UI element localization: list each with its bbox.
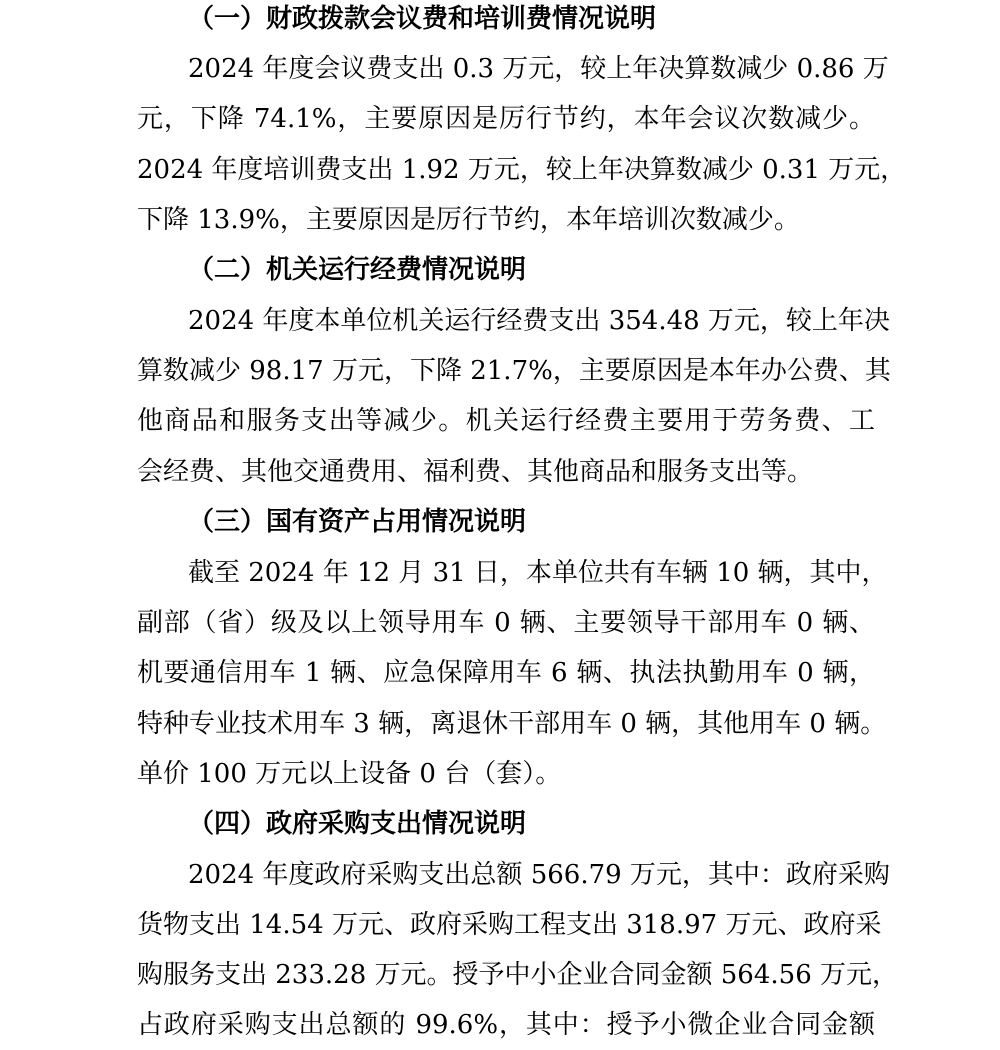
section-heading-1: （一）财政拨款会议费和培训费情况说明 <box>188 4 657 34</box>
paragraph-line: 2024 年度培训费支出 1.92 万元，较上年决算数减少 0.31 万元， <box>137 155 907 185</box>
paragraph-line: 2024 年度会议费支出 0.3 万元，较上年决算数减少 0.86 万 <box>188 54 889 84</box>
paragraph-line: 算数减少 98.17 万元，下降 21.7%，主要原因是本年办公费、其 <box>137 356 891 386</box>
paragraph-line: 他商品和服务支出等减少。机关运行经费主要用于劳务费、工 <box>137 406 875 436</box>
paragraph-line: 截至 2024 年 12 月 31 日，本单位共有车辆 10 辆，其中， <box>188 558 888 588</box>
paragraph-line: 占政府采购支出总额的 99.6%，其中：授予小微企业合同金额 <box>137 1010 875 1040</box>
paragraph-line: 2024 年度本单位机关运行经费支出 354.48 万元，较上年决 <box>188 306 890 336</box>
section-heading-3: （三）国有资产占用情况说明 <box>188 507 527 537</box>
paragraph-line: 购服务支出 233.28 万元。授予中小企业合同金额 564.56 万元， <box>137 960 899 990</box>
paragraph-line: 会经费、其他交通费用、福利费、其他商品和服务支出等。 <box>137 457 814 487</box>
section-heading-4: （四）政府采购支出情况说明 <box>188 809 527 839</box>
paragraph-line: 机要通信用车 1 辆、应急保障用车 6 辆、执法执勤用车 0 辆， <box>137 658 875 688</box>
paragraph-line: 货物支出 14.54 万元、政府采购工程支出 318.97 万元、政府采 <box>137 910 882 940</box>
paragraph-line: 2024 年度政府采购支出总额 566.79 万元，其中：政府采购 <box>188 860 890 890</box>
paragraph-line: 特种专业技术用车 3 辆，离退休干部用车 0 辆，其他用车 0 辆。 <box>137 709 887 739</box>
paragraph-line: 副部（省）级及以上领导用车 0 辆、主要领导干部用车 0 辆、 <box>137 608 875 638</box>
section-heading-2: （二）机关运行经费情况说明 <box>188 255 527 285</box>
paragraph-line: 单价 100 万元以上设备 0 台（套）。 <box>137 759 562 789</box>
paragraph-line: 元，下降 74.1%，主要原因是厉行节约，本年会议次数减少。 <box>137 104 875 134</box>
paragraph-line: 下降 13.9%，主要原因是厉行节约，本年培训次数减少。 <box>137 205 800 235</box>
